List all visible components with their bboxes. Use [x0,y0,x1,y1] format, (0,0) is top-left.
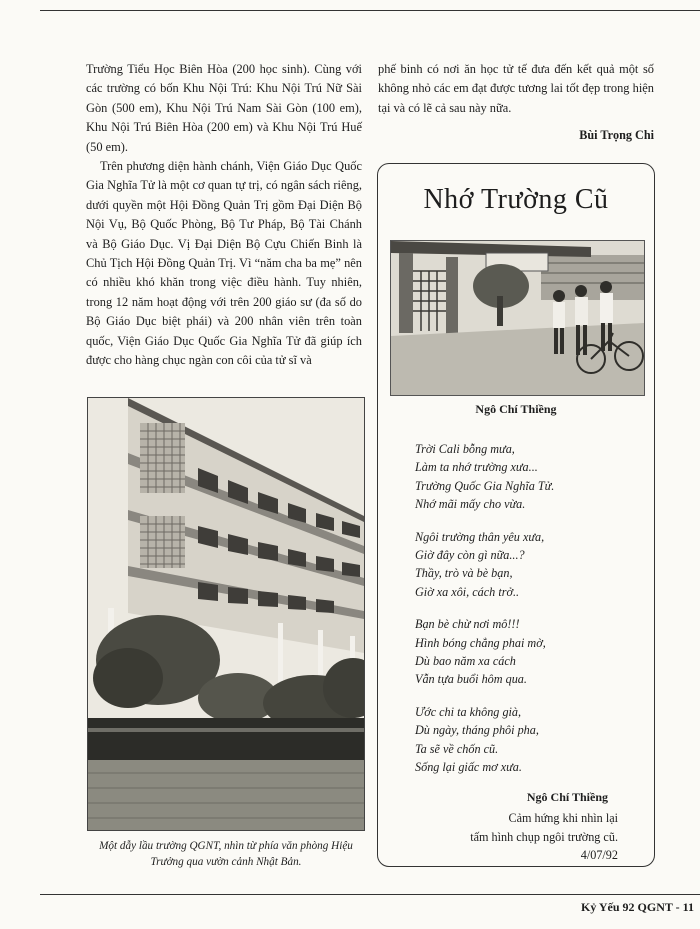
dedication-line: tấm hình chụp ngôi trường cũ. [470,829,618,844]
left-article-column [86,60,362,371]
article-signature: Bùi Trọng Chi [579,128,654,143]
right-article-column [378,60,654,146]
dedication-line: Cảm hứng khi nhìn lại [508,811,618,825]
poem-stanza [415,528,645,602]
poem-box [377,163,655,867]
poem-line: Dù bao năm xa cách [415,654,516,669]
bottom-rule [40,894,700,895]
page-footer: Kỷ Yếu 92 QGNT - 11 [580,900,694,914]
top-rule [40,10,700,11]
poem-line: Ngôi trường thân yêu xưa, [415,529,545,544]
poem-line: Giờ đây còn gì nữa...? [415,548,525,563]
poem-line: Dù ngày, tháng phôi pha, [415,723,539,738]
article-paragraph: phế binh có nơi ăn học tử tế đưa đến kết quả một số không nhỏ các em đạt được tương lai tốt đẹp trong hiện tại và có lẽ cả sau này nữa. [378,62,654,115]
poem-line: Trời Cali bỗng mưa, [415,442,515,456]
poem-dedication [470,809,618,865]
photo-caption: Một dẫy lầu trường QGNT, nhìn từ phía văn phòng Hiệu Trưởng qua vườn cảnh Nhật Bản. [99,840,353,868]
poem-author-bottom: Ngô Chí Thiềng [526,790,608,804]
poem-stanza [415,440,645,514]
poem-author-top: Ngô Chí Thiềng [475,402,557,416]
article-paragraph: Trường Tiểu Học Biên Hòa (200 học sinh). Cùng với các trường có bốn Khu Nội Trú: Khu Nội Trú Nữ Sài Gòn (500 em), Khu Nội Trú Nam Sài Gòn (100 em), Khu Nội Trú Biên Hòa (200 em) và Khu Nội Trú Huế (50 em). [86,62,362,154]
poem-line: Thầy, trò và bè bạn, [415,566,513,581]
dedication-date: 4/07/92 [580,848,618,863]
poem-line: Sống lại giấc mơ xưa. [415,760,522,775]
poem-line: Hình bóng chẳng phai mờ, [415,635,546,650]
poem-line: Nhớ mãi mấy cho vừa. [415,497,526,512]
poem-body [415,440,645,791]
school-building-photo [87,397,365,831]
poem-stanza [415,703,645,777]
poem-line: Giờ xa xôi, cách trở.. [415,584,520,599]
poem-line: Ước chi ta không già, [415,704,522,719]
poem-title: Nhớ Trường Cũ [423,184,609,215]
poem-line: Vẫn tựa buổi hôm qua. [415,672,527,687]
poem-line: Ta sẽ về chốn cũ. [415,741,499,756]
article-paragraph: Trên phương diện hành chánh, Viện Giáo Dục Quốc Gia Nghĩa Tử là một cơ quan tự trị, có ngân sách riêng, dưới quyền một Hội Đồng Quản Trị gồm Đại Diện Bộ Nội Vụ, Bộ Quốc Phòng, Bộ Tư Pháp, Bộ Tài Chánh và Bộ Giáo Dục. Vị Đại Diện Bộ Cựu Chiến Binh là Chủ Tịch Hội Đồng Quản Trị. Vì “năm cha ba mẹ” nên có nhiều khó khăn trong việc điều hành. Tuy nhiên, trong 12 năm hoạt động với trên 200 giáo sư (đa số do Bộ Giáo Dục biệt phái) và 200 nhân viên trên toàn quốc, Viện Giáo Dục Quốc Gia Nghĩa Tử đã giúp ích được cho hàng chục ngàn con côi của tử sĩ và [86,159,362,368]
school-gate-photo [390,240,645,396]
poem-line: Làm ta nhớ trường xưa... [415,460,538,475]
poem-stanza [415,615,645,689]
poem-line: Trường Quốc Gia Nghĩa Tử. [415,478,555,493]
poem-line: Bạn bè chừ nơi mô!!! [415,617,520,632]
